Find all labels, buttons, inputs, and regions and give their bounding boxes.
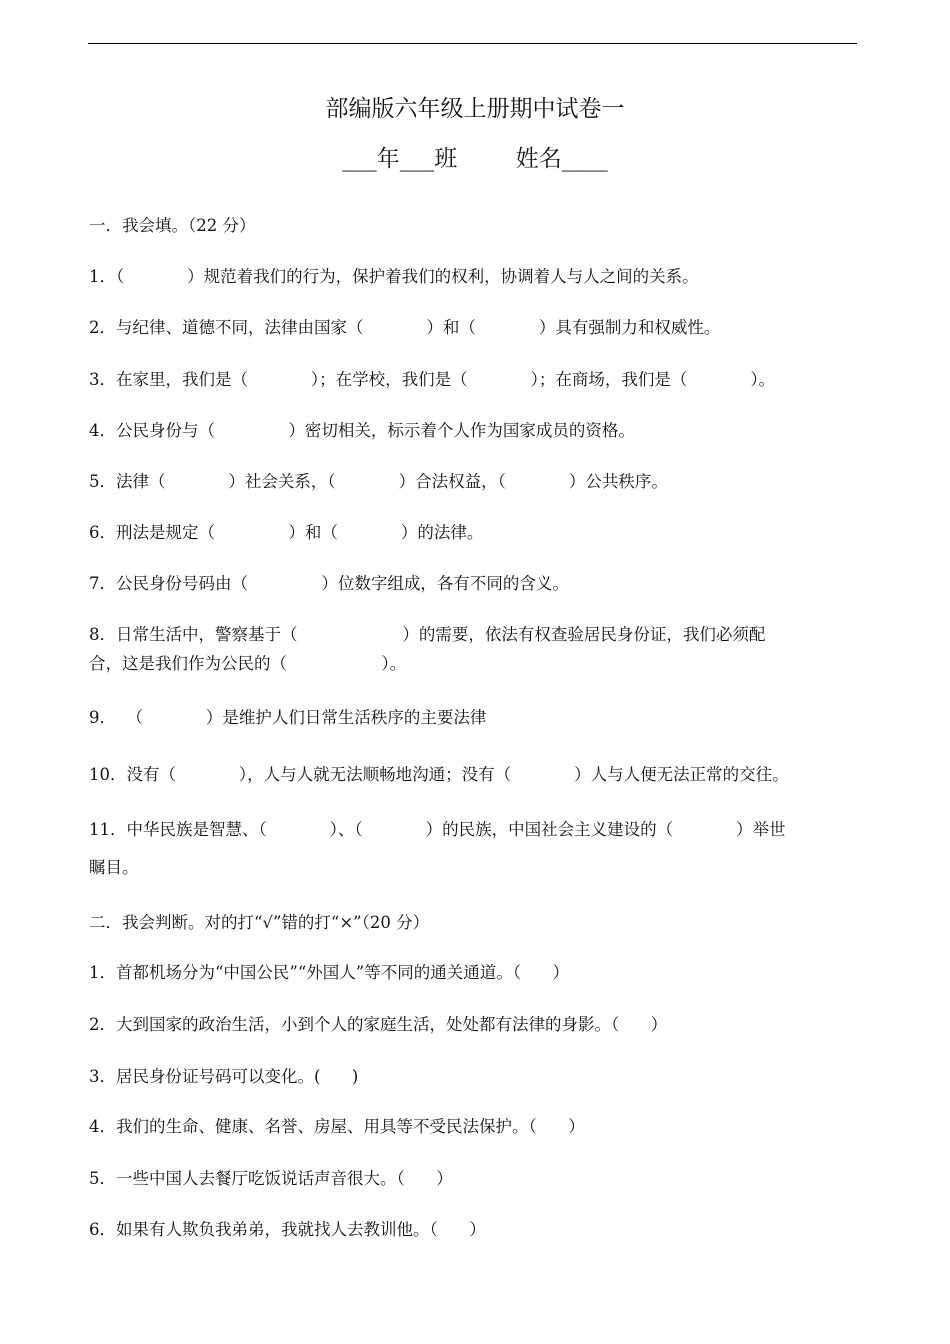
judge-line: 6．如果有人欺负我弟弟，我就找人去教训他。（ ） (89, 1220, 486, 1239)
section-2-title: 二．我会判断。对的打“√”错的打“×”（20 分） (89, 913, 430, 932)
question-line: 2．与纪律、道德不同，法律由国家（ ）和（ ）具有强制力和权威性。 (89, 318, 721, 337)
class-name-line: ___年___班 姓名____ (342, 146, 608, 172)
judge-line: 4．我们的生命、健康、名誉、房屋、用具等不受民法保护。（ ） (89, 1117, 585, 1136)
question-line: 4．公民身份与（ ）密切相关，标示着个人作为国家成员的资格。 (89, 421, 635, 440)
top-rule (88, 43, 857, 44)
question-line: 11．中华民族是智慧、（ ）、（ ）的民族，中国社会主义建设的（ ）举世 (89, 820, 786, 839)
question-line: 1．（ ）规范着我们的行为，保护着我们的权利，协调着人与人之间的关系。 (89, 267, 699, 286)
question-line: 10．没有（ ），人与人就无法顺畅地沟通；没有（ ）人与人便无法正常的交往。 (89, 765, 789, 784)
question-line: 瞩目。 (89, 858, 139, 877)
question-line: 8．日常生活中，警察基于（ ）的需要，依法有权查验居民身份证，我们必须配 (89, 625, 766, 644)
question-line: 9． （ ）是维护人们日常生活秩序的主要法律 (89, 708, 487, 727)
question-line: 5．法律（ ）社会关系，（ ）合法权益，（ ）公共秩序。 (89, 472, 668, 491)
question-line: 3．在家里，我们是（ ）；在学校，我们是（ ）；在商场，我们是（ ）。 (89, 370, 776, 389)
question-line: 合，这是我们作为公民的（ ）。 (89, 654, 407, 673)
page-title: 部编版六年级上册期中试卷一 (325, 96, 625, 122)
judge-line: 1．首都机场分为“中国公民”“外国人”等不同的通关通道。（ ） (89, 963, 569, 982)
judge-line: 2．大到国家的政治生活，小到个人的家庭生活，处处都有法律的身影。（ ） (89, 1015, 668, 1034)
section-1-title: 一．我会填。（22 分） (89, 216, 256, 235)
judge-line: 5．一些中国人去餐厅吃饭说话声音很大。（ ） (89, 1169, 453, 1188)
question-line: 7．公民身份号码由（ ）位数字组成，各有不同的含义。 (89, 574, 569, 593)
judge-line: 3．居民身份证号码可以变化。( ) (89, 1067, 359, 1086)
question-line: 6．刑法是规定（ ）和（ ）的法律。 (89, 523, 484, 542)
